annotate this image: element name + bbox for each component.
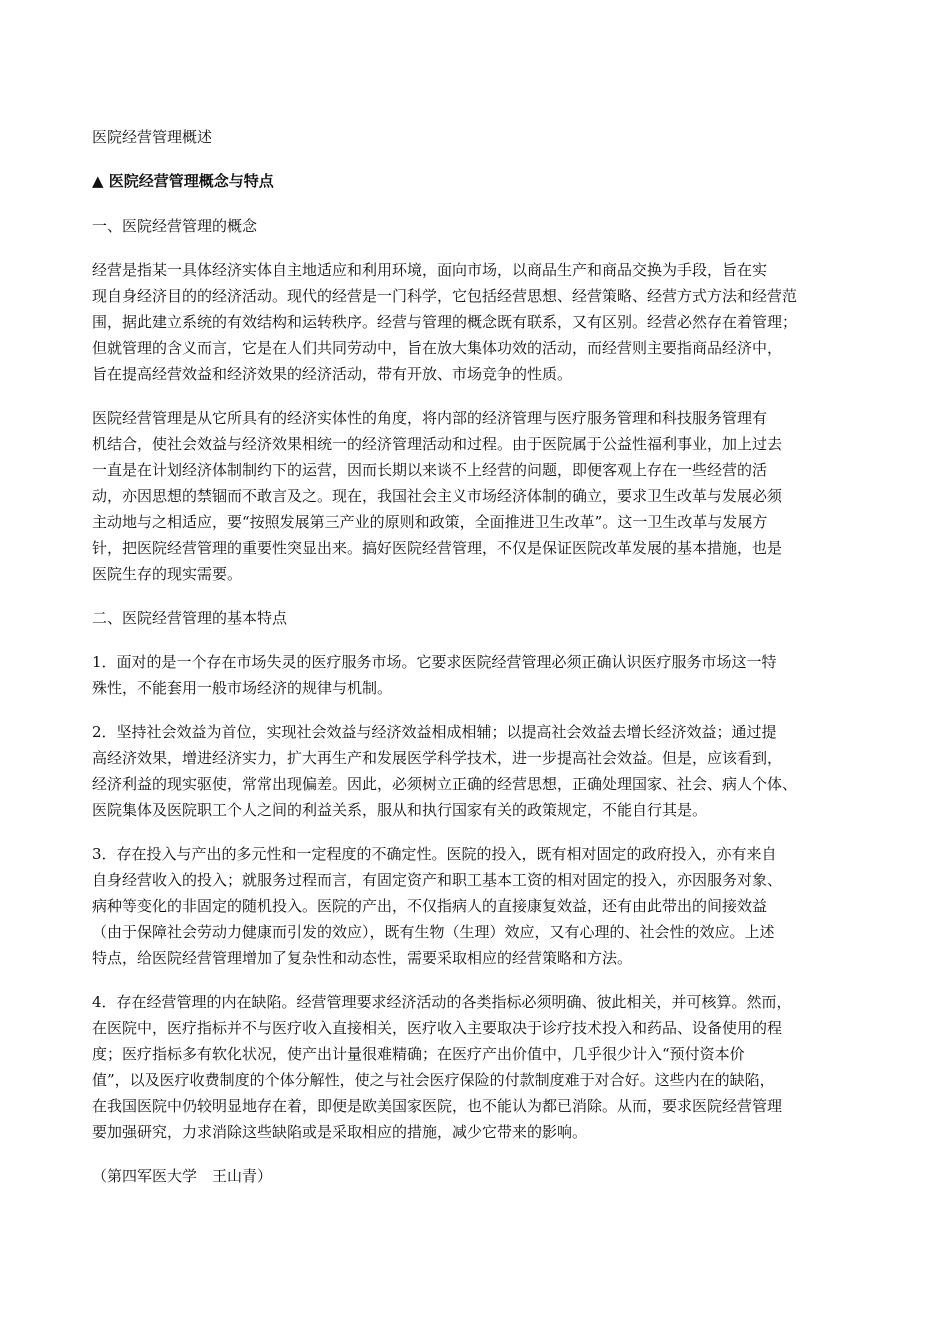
text-line: 主动地与之相适应，要“按照发展第三产业的原则和政策，全面推进卫生改革”。这一卫生改革与发展方 <box>92 513 768 531</box>
text-line: 旨在提高经营效益和经济效果的经济活动，带有开放、市场竞争的性质。 <box>92 365 573 383</box>
text-line: 值”，以及医疗收费制度的个体分解性，使之与社会医疗保险的付款制度难于对合好。这些内在的缺陷， <box>92 1071 775 1089</box>
paragraph-point-2 <box>92 719 862 823</box>
text-line: 医院集体及医院职工个人之间的利益关系，服从和执行国家有关的政策规定，不能自行其是。 <box>92 801 708 819</box>
text-line: 病种等变化的非固定的随机投入。医院的产出，不仅指病人的直接康复效益，还有由此带出的间接效益 <box>92 897 768 915</box>
text-line: 现自身经济目的的经济活动。现代的经营是一门科学，它包括经营思想、经营策略、经营方式方法和经营范 <box>92 287 798 305</box>
text-line: 经济利益的现实驱使，常常出现偏差。因此，必须树立正确的经营思想，正确处理国家、社会、病人个体、 <box>92 775 798 793</box>
text-line: 4．存在经营管理的内在缺陷。经营管理要求经济活动的各类指标必须明确、彼此相关，并可核算。然而， <box>92 993 792 1011</box>
text-line: 1．面对的是一个存在市场失灵的医疗服务市场。它要求医院经营管理必须正确认识医疗服务市场这一特 <box>92 653 777 671</box>
text-line: 特点，给医院经营管理增加了复杂性和动态性，需要采取相应的经营策略和方法。 <box>92 949 633 967</box>
text-line: 2．坚持社会效益为首位，实现社会效益与经济效益相成相辅；以提高社会效益去增长经济效益；通过提 <box>92 723 777 741</box>
text-line: 3．存在投入与产出的多元性和一定程度的不确定性。医院的投入，既有相对固定的政府投入，亦有来自 <box>92 845 777 863</box>
text-line: 但就管理的含义而言，它是在人们共同劳动中，旨在放大集体功效的活动，而经营则主要指商品经济中， <box>92 339 783 357</box>
text-line: 在我国医院中仍较明显地存在着，即便是欧美国家医院，也不能认为都已消除。从而，要求医院经营管理 <box>92 1097 783 1115</box>
text-line: 机结合，使社会效益与经济效果相统一的经济管理活动和过程。由于医院属于公益性福利事业，加上过去 <box>92 435 783 453</box>
text-line: 在医院中，医疗指标并不与医疗收入直接相关，医疗收入主要取决于诊疗技术投入和药品、设备使用的程 <box>92 1019 783 1037</box>
section-heading-characteristics: 二、医院经营管理的基本特点 <box>92 609 288 627</box>
paragraph-hospital-management <box>92 405 862 587</box>
paragraph-point-4 <box>92 989 862 1145</box>
text-line: 医院生存的现实需要。 <box>92 565 243 583</box>
text-line: 经营是指某一具体经济实体自主地适应和利用环境，面向市场，以商品生产和商品交换为手段，旨在实 <box>92 261 768 279</box>
text-line: 度；医疗指标多有软化状况，使产出计量很难精确；在医疗产出价值中，几乎很少计入“预付资本价 <box>92 1045 745 1063</box>
paragraph-concept-definition <box>92 257 862 387</box>
text-line: 自身经营收入的投入；就服务过程而言，有固定资产和职工基本工资的相对固定的投入，亦因服务对象、 <box>92 871 783 889</box>
author-attribution: （第四军医大学 王山青） <box>92 1167 273 1185</box>
document-title: 医院经营管理概述 <box>92 128 213 146</box>
document-page <box>92 124 862 1189</box>
text-line: 要加强研究，力求消除这些缺陷或是采取相应的措施，减少它带来的影响。 <box>92 1123 588 1141</box>
text-line: 殊性，不能套用一般市场经济的规律与机制。 <box>92 679 393 697</box>
section-heading-concept: 一、医院经营管理的概念 <box>92 217 258 235</box>
text-line: （由于保障社会劳动力健康而引发的效应），既有生物（生理）效应，又有心理的、社会性的效应。上述 <box>92 923 775 941</box>
text-line: 高经济效果，增进经济实力，扩大再生产和发展医学科学技术，进一步提高社会效益。但是，应该看到， <box>92 749 783 767</box>
text-line: 动，亦因思想的禁锢而不敢言及之。现在，我国社会主义市场经济体制的确立，要求卫生改革与发展必须 <box>92 487 783 505</box>
paragraph-point-3 <box>92 841 862 971</box>
text-line: 围，据此建立系统的有效结构和运转秩序。经营与管理的概念既有联系，又有区别。经营必然存在着管理； <box>92 313 798 331</box>
text-line: 医院经营管理是从它所具有的经济实体性的角度，将内部的经济管理与医疗服务管理和科技服务管理有 <box>92 409 768 427</box>
text-line: 一直是在计划经济体制制约下的运营，因而长期以来谈不上经营的问题，即便客观上存在一些经营的活 <box>92 461 768 479</box>
text-line: 针，把医院经营管理的重要性突显出来。搞好医院经营管理，不仅是保证医院改革发展的基本措施，也是 <box>92 539 783 557</box>
paragraph-point-1 <box>92 649 862 701</box>
document-subtitle: ▲ 医院经营管理概念与特点 <box>92 172 274 190</box>
